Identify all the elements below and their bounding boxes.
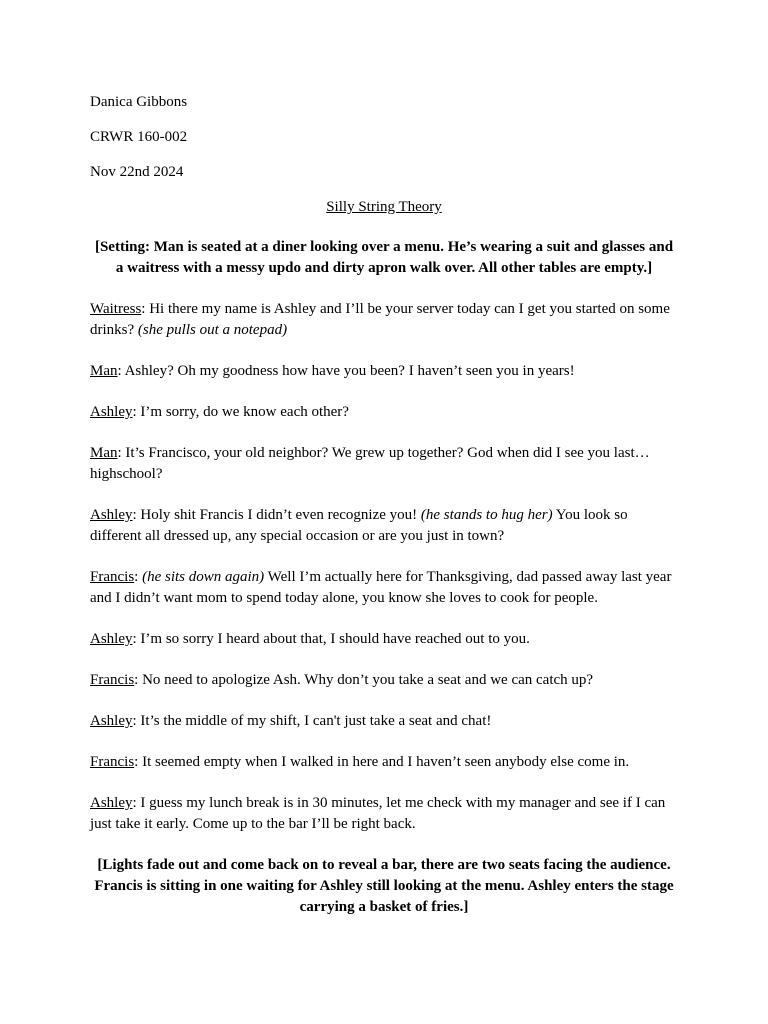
speaker-name: Man [90,445,118,461]
dialogue-line [90,299,678,341]
speaker-name: Ashley [90,404,133,420]
course-code: CRWR 160-002 [90,129,188,145]
dialogue-text: : Holy shit Francis I didn’t even recognize you! [132,507,421,523]
dialogue-line [90,670,678,691]
inline-stage-direction: (he sits down again) [142,569,265,585]
speaker-name: Francis [90,569,135,585]
inline-stage-direction: (she pulls out a notepad) [137,322,288,338]
dialogue-text: : I guess my lunch break is in 30 minutes, let me check with my manager and see if I can just take it early. Come up to the bar I’ll be right back. [90,795,666,832]
dialogue-text: : Hi there my name is Ashley and I’ll be your server today can I get you started on some drinks? [90,301,670,338]
dialogue-line [90,711,678,732]
dialogue-text: : Ashley? Oh my goodness how have you been? I haven’t seen you in years! [117,363,575,379]
dialogue-text: : No need to apologize Ash. Why don’t you take a seat and we can catch up? [134,672,594,688]
dialogue-line [90,443,678,485]
speaker-name: Ashley [90,631,133,647]
dialogue-text: Well I’m actually here for Thanksgiving, dad passed away last year and I didn’t want mom to spend today alone, you know she loves to cook for people. [90,569,672,606]
script-body [90,92,678,938]
dialogue-text: : [134,569,143,585]
stage-direction-opening: [Setting: Man is seated at a diner looking over a menu. He’s wearing a suit and glasses and a waitress with a messy updo and dirty apron walk over. All other tables are empty.] [94,239,674,276]
document-date: Nov 22nd 2024 [90,164,184,180]
speaker-name: Francis [90,754,135,770]
dialogue-text: : It’s Francisco, your old neighbor? We grew up together? God when did I see you last… highschool? [90,445,650,482]
author-name: Danica Gibbons [90,94,188,110]
speaker-name: Ashley [90,713,133,729]
play-title: Silly String Theory [326,199,442,215]
dialogue-text: : I’m so sorry I heard about that, I should have reached out to you. [132,631,530,647]
dialogue-line [90,629,678,650]
speaker-name: Ashley [90,507,133,523]
dialogue-line [90,567,678,609]
stage-direction-closing: [Lights fade out and come back on to reveal a bar, there are two seats facing the audience. Francis is sitting in one waiting for Ashley still looking at the menu. Ashley enters the stage carrying a basket of fries.] [94,857,674,915]
dialogue-line [90,752,678,773]
dialogue-text: You look so different all dressed up, any special occasion or are you just in town? [90,507,628,544]
dialogue-line [90,402,678,423]
dialogue-line [90,361,678,382]
dialogue-line [90,793,678,835]
speaker-name: Ashley [90,795,133,811]
dialogue-text: : I’m sorry, do we know each other? [132,404,349,420]
speaker-name: Francis [90,672,135,688]
dialogue-text: : It’s the middle of my shift, I can't just take a seat and chat! [132,713,492,729]
dialogue-line [90,505,678,547]
inline-stage-direction: (he stands to hug her) [420,507,553,523]
speaker-name: Man [90,363,118,379]
dialogue-text: : It seemed empty when I walked in here and I haven’t seen anybody else come in. [134,754,630,770]
speaker-name: Waitress [90,301,142,317]
